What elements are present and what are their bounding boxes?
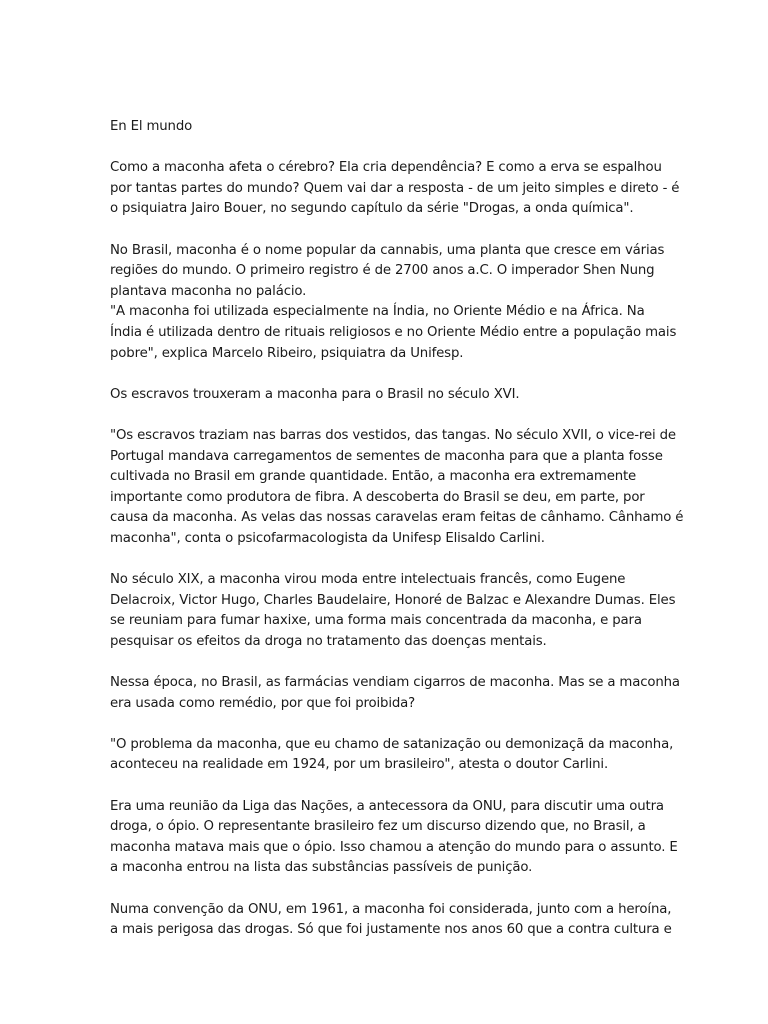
text-line: "O problema da maconha, que eu chamo de satanização ou demonizaçã da maconha, <box>110 736 674 752</box>
text-line: a mais perigosa das drogas. Só que foi justamente nos anos 60 que a contra cultura e <box>110 922 672 938</box>
text-line: importante como produtora de fibra. A descoberta do Brasil se deu, em parte, por <box>110 489 645 505</box>
text-line: Índia é utilizada dentro de rituais religiosos e no Oriente Médio entre a população mais <box>110 324 677 340</box>
text-line: No século XIX, a maconha virou moda entre intelectuais francês, como Eugene <box>110 572 626 588</box>
paragraph <box>110 900 670 941</box>
text-line: Nessa época, no Brasil, as farmácias vendiam cigarros de maconha. Mas se a maconha <box>110 675 680 691</box>
text-line: maconha", conta o psicofarmacologista da Unifesp Elisaldo Carlini. <box>110 530 545 546</box>
text-line: Era uma reunião da Liga das Nações, a antecessora da ONU, para discutir uma outra <box>110 798 664 814</box>
text-line: causa da maconha. As velas das nossas caravelas eram feitas de cânhamo. Cânhamo é <box>110 510 684 526</box>
paragraph <box>110 241 677 365</box>
text-line: Delacroix, Victor Hugo, Charles Baudelaire, Honoré de Balzac e Alexandre Dumas. Eles <box>110 592 676 608</box>
paragraph <box>110 426 684 550</box>
text-line: cultivada no Brasil em grande quantidade. Então, a maconha era extremamente <box>110 469 637 485</box>
paragraph <box>110 735 674 776</box>
text-line: por tantas partes do mundo? Quem vai dar a resposta - de um jeito simples e direto - é <box>110 180 680 196</box>
text-line: pobre", explica Marcelo Ribeiro, psiquiatra da Unifesp. <box>110 345 464 361</box>
text-line: aconteceu na realidade em 1924, por um brasileiro", atesta o doutor Carlini. <box>110 757 609 773</box>
document-body <box>110 117 684 961</box>
paragraph <box>110 385 670 406</box>
text-line: "A maconha foi utilizada especialmente na Índia, no Oriente Médio e na África. Na <box>110 304 645 320</box>
text-line: o psiquiatra Jairo Bouer, no segundo capítulo da série "Drogas, a onda química". <box>110 201 634 217</box>
paragraph <box>110 158 680 220</box>
text-line: maconha matava mais que o ópio. Isso chamou a atenção do mundo para o assunto. E <box>110 839 678 855</box>
text-line: a maconha entrou na lista das substâncias passíveis de punição. <box>110 860 533 876</box>
text-line: "Os escravos traziam nas barras dos vestidos, das tangas. No século XVII, o vice-rei de <box>110 427 676 443</box>
text-line: era usada como remédio, por que foi proibida? <box>110 695 416 711</box>
text-line: Portugal mandava carregamentos de sementes de maconha para que a planta fosse <box>110 448 663 464</box>
text-line: droga, o ópio. O representante brasileiro fez um discurso dizendo que, no Brasil, a <box>110 819 646 835</box>
paragraph <box>110 797 678 879</box>
document-heading: En El mundo <box>110 119 193 134</box>
text-line: se reuniam para fumar haxixe, uma forma mais concentrada da maconha, e para <box>110 613 642 629</box>
paragraph <box>110 673 680 714</box>
text-line: pesquisar os efeitos da droga no tratamento das doenças mentais. <box>110 633 547 649</box>
text-line: Os escravos trouxeram a maconha para o Brasil no século XVI. <box>110 386 520 402</box>
paragraph <box>110 570 676 652</box>
paragraph-list <box>110 158 684 941</box>
text-line: plantava maconha no palácio. <box>110 283 307 299</box>
text-line: No Brasil, maconha é o nome popular da cannabis, uma planta que cresce em várias <box>110 242 665 258</box>
text-line: regiões do mundo. O primeiro registro é de 2700 anos a.C. O imperador Shen Nung <box>110 263 655 279</box>
text-line: Como a maconha afeta o cérebro? Ela cria dependência? E como a erva se espalhou <box>110 160 662 176</box>
text-line: Numa convenção da ONU, em 1961, a maconha foi considerada, junto com a heroína, <box>110 901 672 917</box>
